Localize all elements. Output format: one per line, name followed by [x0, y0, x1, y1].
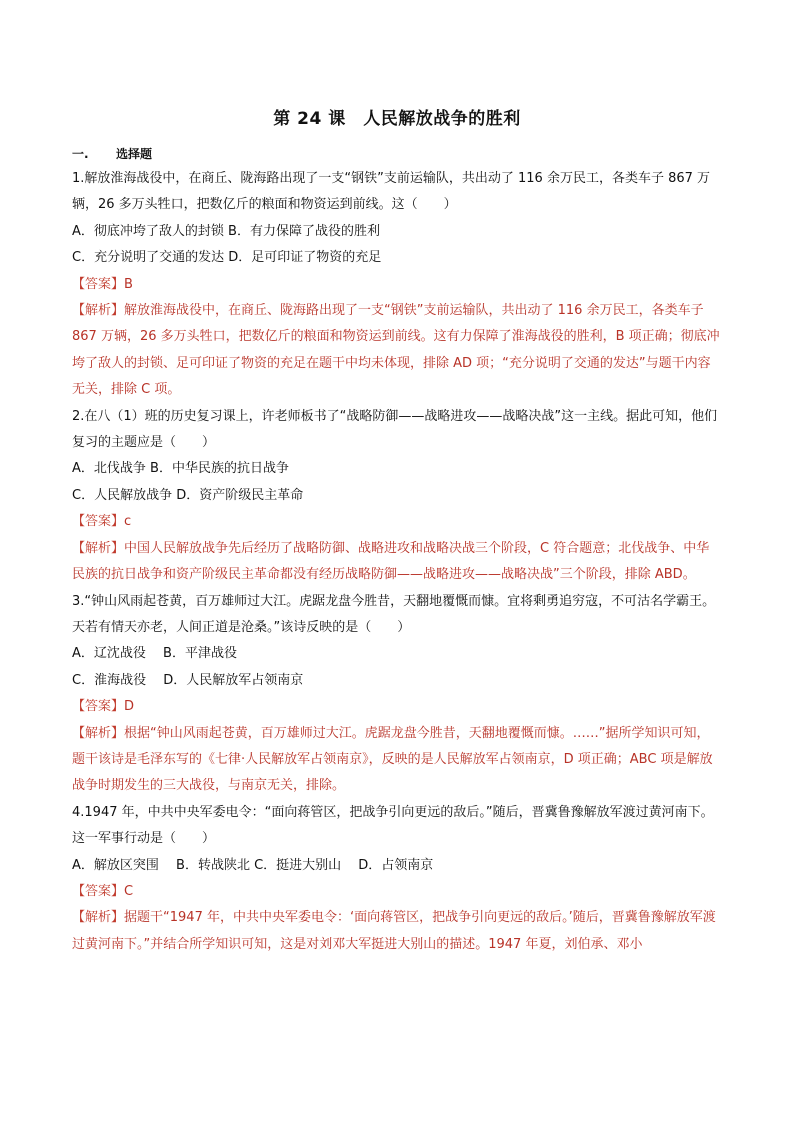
answer-label: 【答案】	[72, 699, 125, 715]
section-number: 一.	[72, 147, 89, 161]
question-option-line: A．北伐战争 B．中华民族的抗日战争	[72, 461, 289, 477]
question-option-line: A．辽沈战役 B．平津战役	[72, 646, 237, 662]
analysis-label: 【解析】	[72, 725, 125, 741]
answer-line	[72, 272, 722, 298]
answer-line	[72, 694, 722, 720]
analysis-block	[72, 298, 722, 404]
analysis-block	[72, 536, 722, 589]
question-list	[72, 166, 722, 958]
question-stem: 2.在八（1）班的历史复习课上，许老师板书了“战略防御——战略进攻——战略决战”这一主线。据此可知，他们复习的主题应是（ ）	[72, 408, 718, 451]
answer-value: B	[124, 276, 133, 292]
answer-line	[72, 509, 722, 535]
answer-value: D	[124, 699, 135, 715]
question-stem: 3.“钟山风雨起苍黄，百万雄师过大江。虎踞龙盘今胜昔，天翻地覆慨而慷。宜将剩勇追穷寇，不可沽名学霸王。天若有情天亦老，人间正道是沧桑。”该诗反映的是（ ）	[72, 593, 716, 635]
analysis-block	[72, 721, 722, 800]
answer-value: c	[124, 514, 132, 530]
section-label: 选择题	[116, 147, 153, 161]
question-option-line: C．充分说明了交通的发达 D．足可印证了物资的充足	[72, 250, 382, 266]
question-stem: 4.1947 年，中共中央军委电令：“面向蒋管区，把战争引向更远的敌后。”随后，晋冀鲁豫解放军渡过黄河南下。这一军事行动是（ ）	[72, 804, 714, 847]
answer-label: 【答案】	[72, 276, 125, 292]
analysis-label: 【解析】	[72, 540, 125, 556]
analysis-text: 根据“钟山风雨起苍黄，百万雄师过大江。虎踞龙盘今胜昔，天翻地覆慨而慷。……”据所学知识可知，题干该诗是毛泽东写的《七律·人民解放军占领南京》，反映的是人民解放军占领南京，D 项正确；ABC 项是解放战争时期发生的三大战役，与南京无关，排除。	[72, 725, 713, 794]
answer-label: 【答案】	[72, 514, 125, 530]
analysis-block	[72, 905, 722, 958]
section-heading	[72, 145, 152, 162]
question-option-line: C．人民解放战争 D．资产阶级民主革命	[72, 487, 304, 503]
analysis-label: 【解析】	[72, 910, 125, 926]
answer-label: 【答案】	[72, 883, 125, 899]
page-title: 第 24 课 人民解放战争的胜利	[273, 109, 521, 129]
answer-line	[72, 879, 722, 905]
question-option-line: C．淮海战役 D．人民解放军占领南京	[72, 672, 304, 688]
question-option-line: A．彻底冲垮了敌人的封锁 B．有力保障了战役的胜利	[72, 223, 380, 239]
analysis-text: 解放淮海战役中，在商丘、陇海路出现了一支“钢铁”支前运输队，共出动了 116 余万民工，各类车子 867 万辆，26 多万头牲口，把数亿斤的粮面和物资运到前线。这有力保障了淮海战役的胜利，B 项正确；彻底冲垮了敌人的封锁、足可印证了物资的充足在题干中均未体现，排除 AD 项；“充分说明了交通的发达”与题干内容无关，排除 C 项。	[72, 303, 720, 398]
question-stem: 1.解放淮海战役中，在商丘、陇海路出现了一支“钢铁”支前运输队，共出动了 116 余万民工，各类车子 867 万辆，26 多万头牲口，把数亿斤的粮面和物资运到前线。这（ ）	[72, 171, 711, 213]
question-option-line: A．解放区突围 B．转战陕北 C．挺进大别山 D．占领南京	[72, 857, 434, 873]
analysis-text: 据题干“1947 年，中共中央军委电令：‘面向蒋管区，把战争引向更远的敌后。’随后，晋冀鲁豫解放军渡过黄河南下。”并结合所学知识可知，这是对刘邓大军挺进大别山的描述。1947 年夏，刘伯承、邓小	[72, 910, 716, 952]
analysis-text: 中国人民解放战争先后经历了战略防御、战略进攻和战略决战三个阶段，C 符合题意；北伐战争、中华民族的抗日战争和资产阶级民主革命都没有经历战略防御——战略进攻——战略决战”三个阶段，排除 ABD。	[72, 540, 710, 583]
answer-value: C	[124, 883, 134, 899]
analysis-label: 【解析】	[72, 303, 125, 319]
